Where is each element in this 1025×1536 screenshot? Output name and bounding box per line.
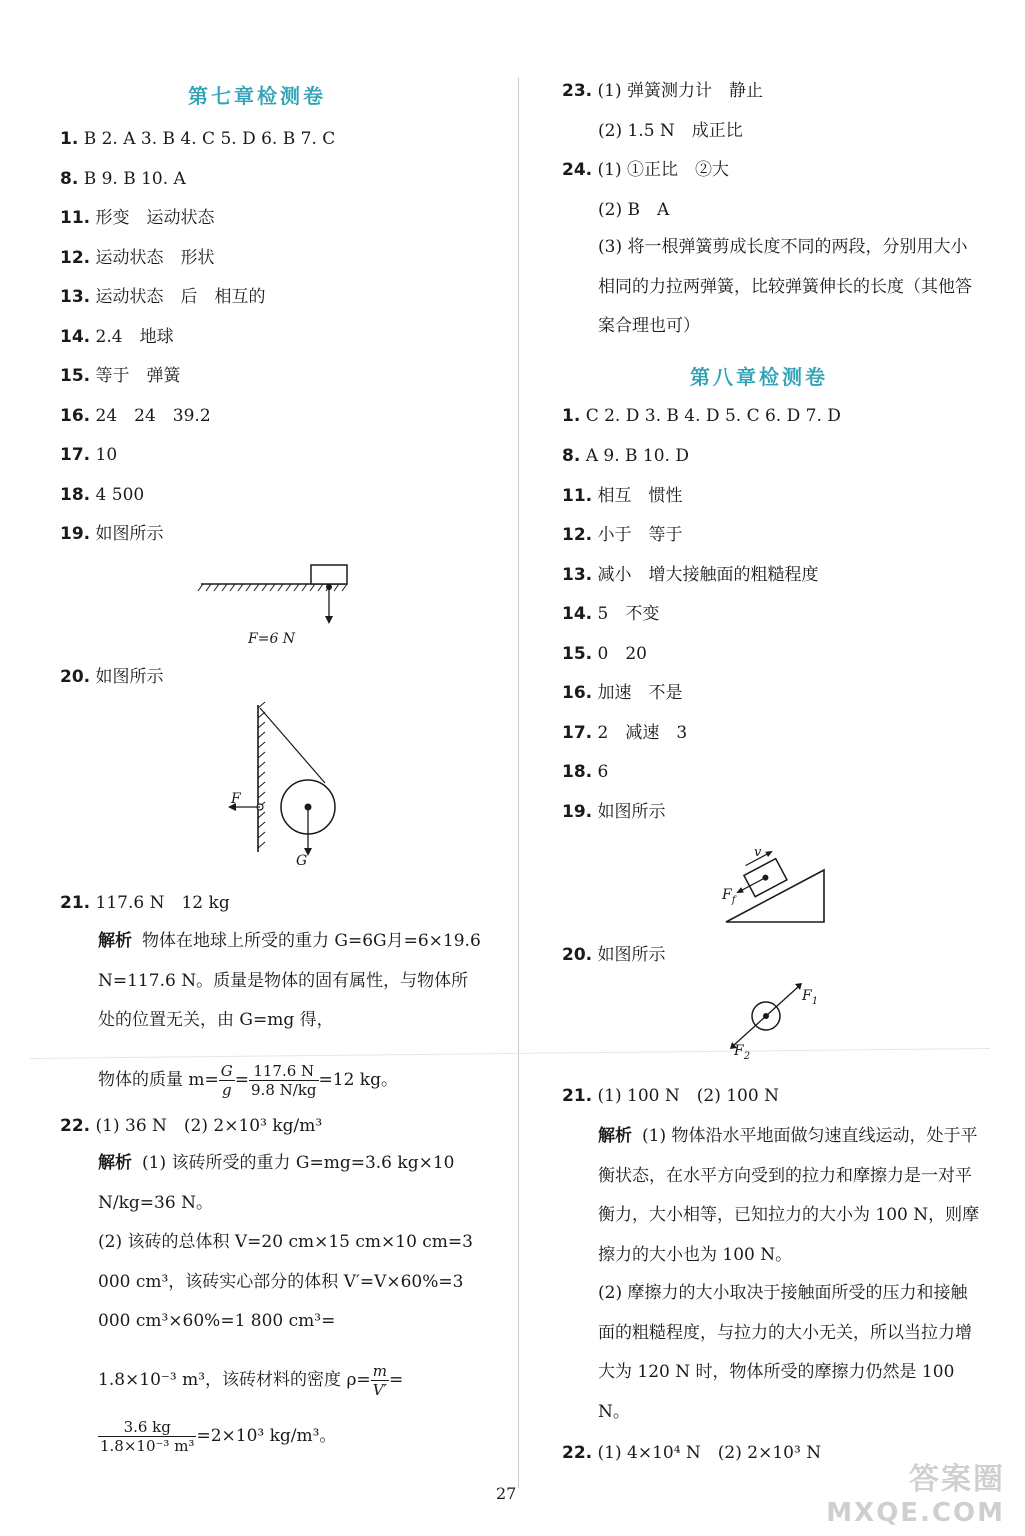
answer-line: 16. 加速 不是 [562, 683, 683, 703]
fig19-friction-label: $F_f$ [722, 887, 736, 906]
fig-block-on-incline [720, 842, 830, 927]
fig-ball-on-wall [220, 700, 340, 865]
chapter8-title: 第八章检测卷 [690, 365, 828, 389]
answer-line: 22. (1) 36 N (2) 2×10³ kg/m³ [60, 1116, 323, 1136]
answer-line: 11. 形变 运动状态 [60, 208, 215, 228]
answer-line: 17. 10 [60, 445, 118, 465]
watermark-logo: 答案圈 MXQE.COM [826, 1462, 1005, 1528]
answer-line: 24. (1) ①正比 ②大 [562, 160, 730, 180]
answer-line: 1. C 2. D 3. B 4. D 5. C 6. D 7. D [562, 406, 841, 426]
answer-line: 15. 等于 弹簧 [60, 366, 181, 386]
fig20-F-label: F [231, 791, 241, 807]
answer-line: 19. 如图所示 [60, 524, 164, 544]
answer-line: (2) B A [598, 200, 670, 220]
answer-line: 17. 2 减速 3 [562, 723, 688, 743]
answer-line: 19. 如图所示 [562, 802, 666, 822]
answer-line: 21. (1) 100 N (2) 100 N [562, 1086, 779, 1106]
answer-line: 1. B 2. A 3. B 4. C 5. D 6. B 7. C [60, 129, 336, 149]
fig20-F2-label: $F_2$ [734, 1043, 751, 1062]
answer-line: 20. 如图所示 [60, 667, 164, 687]
q21-mass-formula: 物体的质量 m= $\frac{G}{g}$ = $\frac{117.6 N}{9.8 N/kg}$ =12 kg。 [98, 1062, 398, 1099]
answer-line: 21. 117.6 N 12 kg [60, 893, 230, 913]
q24-part3: (3) 将一根弹簧剪成长度不同的两段，分别用大小相同的力拉两弹簧，比较弹簧伸长的长度（其他答案合理也可） [598, 237, 972, 336]
q21-explanation-1: 解析 (1) 物体沿水平地面做匀速直线运动，处于平衡状态，在水平方向受到的拉力和摩擦力是一对平衡力，大小相等，已知拉力的大小为 100 N，则摩擦力的大小也为 100 N。 [598, 1126, 980, 1265]
q22-density-formula: 1.8×10⁻³ m³，该砖材料的密度 ρ= $\frac{m}{V'}$ = [98, 1362, 404, 1399]
answer-line: 22. (1) 4×10⁴ N (2) 2×10³ N [562, 1443, 822, 1463]
answer-line: 13. 运动状态 后 相互的 [60, 287, 266, 307]
answer-line: 16. 24 24 39.2 [60, 406, 211, 426]
page-number: 27 [496, 1484, 517, 1503]
answer-line: 18. 4 500 [60, 485, 145, 505]
q21-explanation: 解析 物体在地球上所受的重力 G=6G月=6×19.6 N=117.6 N。质量是物体的固有属性，与物体所处的位置无关，由 G=mg 得， [98, 931, 481, 1030]
answer-line: 14. 2.4 地球 [60, 327, 174, 347]
q22-density-result: $\frac{3.6 kg}{\text{1.8×10⁻³ m³}}$ =2×10³ kg/m³。 [100, 1418, 337, 1455]
answer-line: 12. 小于 等于 [562, 525, 683, 545]
fig20-F1-label: $F_1$ [802, 988, 819, 1007]
answer-line: 13. 减小 增大接触面的粗糙程度 [562, 565, 819, 585]
answer-line: 15. 0 20 [562, 644, 647, 664]
column-divider [518, 78, 519, 1488]
answer-line: 11. 相互 惯性 [562, 486, 683, 506]
fig19-velocity-label: v [754, 845, 762, 860]
scan-fold-line [30, 1048, 990, 1059]
answer-line: (2) 1.5 N 成正比 [598, 121, 743, 141]
answer-line: 8. A 9. B 10. D [562, 446, 689, 466]
answer-line: 18. 6 [562, 762, 609, 782]
answer-line: 12. 运动状态 形状 [60, 248, 215, 268]
fig20-G-label: G [296, 853, 308, 869]
q22-explanation-1: 解析 (1) 该砖所受的重力 G=mg=3.6 kg×10 N/kg=36 N。 [98, 1153, 455, 1213]
answer-line: 23. (1) 弹簧测力计 静止 [562, 81, 764, 101]
chapter7-title: 第七章检测卷 [188, 84, 326, 108]
answer-line: 14. 5 不变 [562, 604, 660, 624]
q22-explanation-2: (2) 该砖的总体积 V=20 cm×15 cm×10 cm=3 000 cm³，该砖实心部分的体积 V′=V×60%=3 000 cm³×60%=1 800 cm³= [98, 1232, 473, 1331]
fig19-force-label: F=6 N [248, 631, 296, 647]
answer-line: 8. B 9. B 10. A [60, 169, 186, 189]
answer-line: 20. 如图所示 [562, 945, 666, 965]
q21-explanation-2: (2) 摩擦力的大小取决于接触面所受的压力和接触面的粗糙程度，与拉力的大小无关，所以当拉力增大为 120 N 时，物体所受的摩擦力仍然是 100 N。 [598, 1283, 972, 1422]
